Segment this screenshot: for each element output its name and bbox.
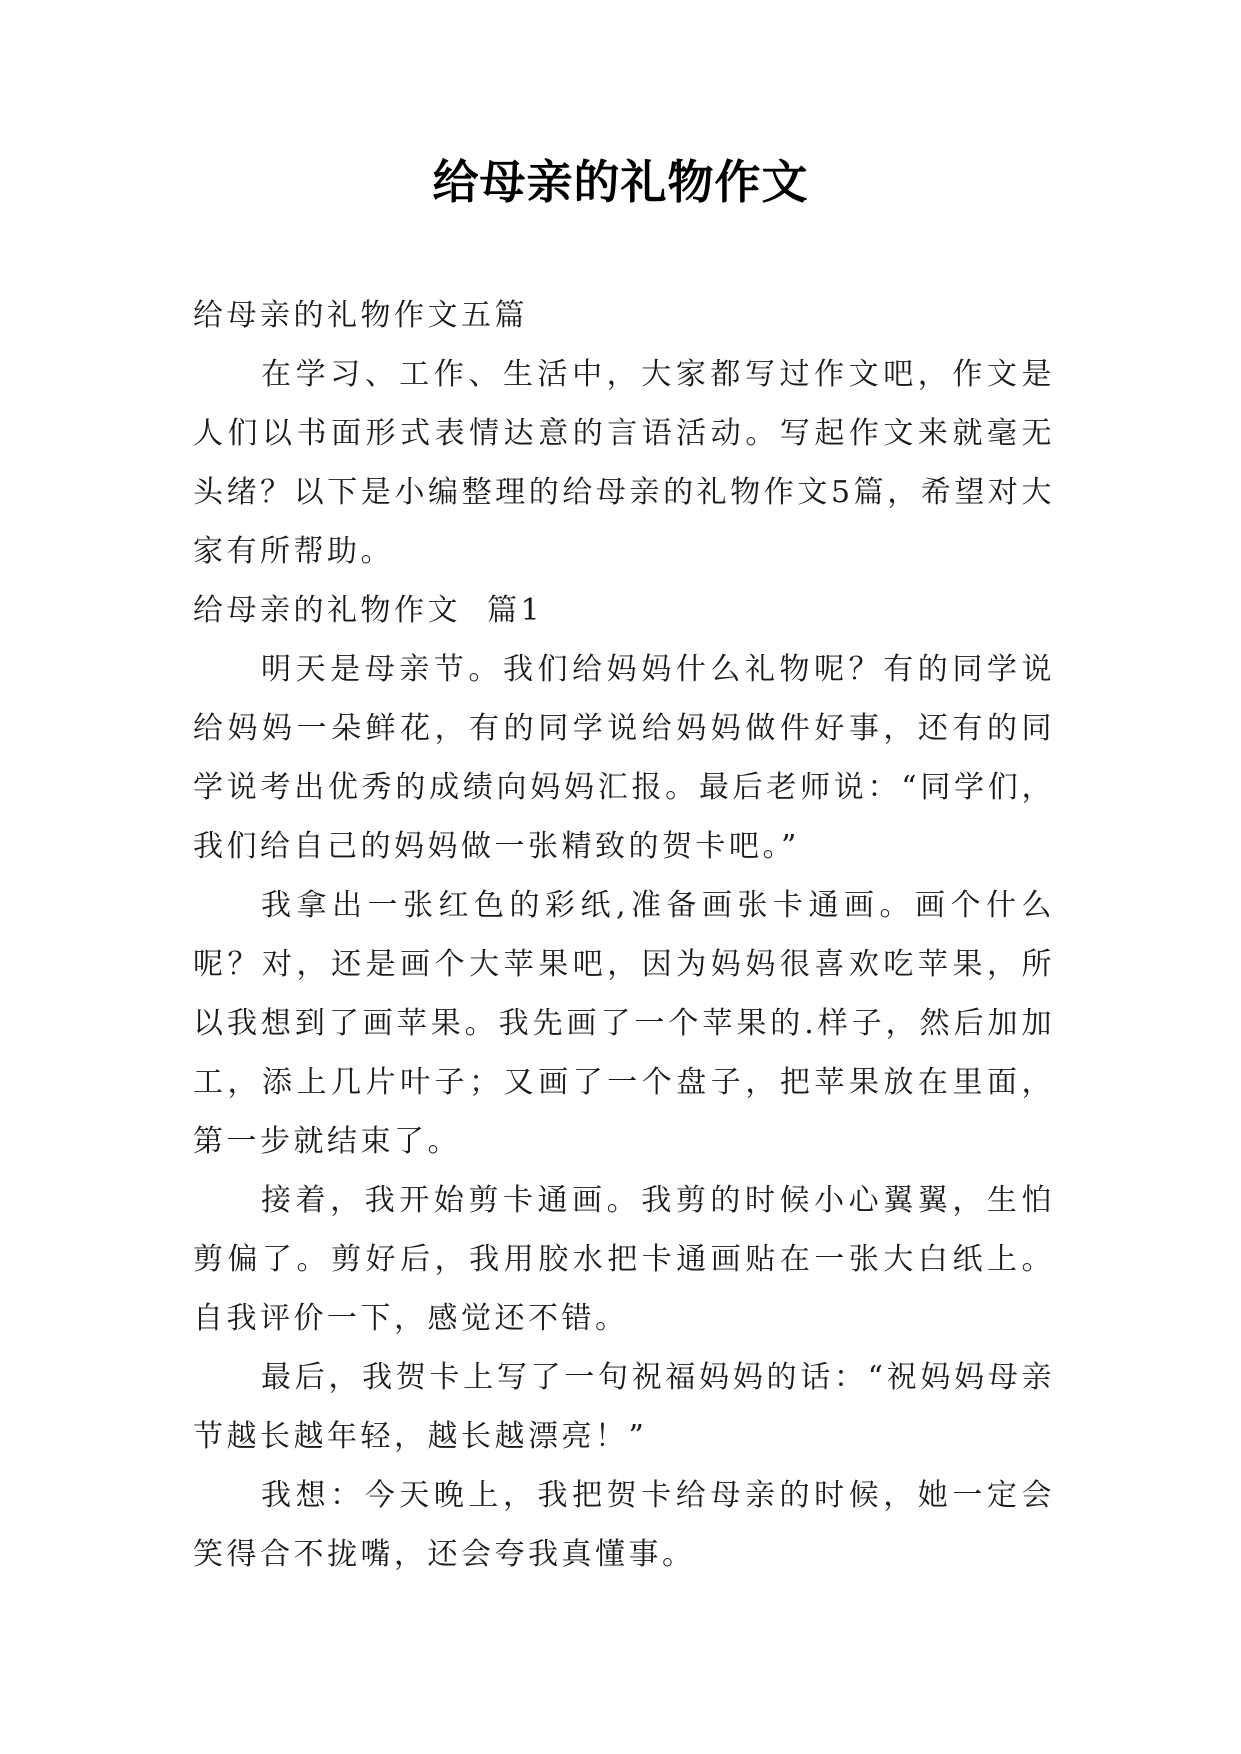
section-heading: 给母亲的礼物作文 篇1 <box>193 593 544 628</box>
paragraph-2: 我拿出一张红色的彩纸,准备画张卡通画。画个什么呢？对，还是画个大苹果吧，因为妈妈很喜欢吃苹果，所以我想到了画苹果。我先画了一个苹果的.样子，然后加加工，添上几片叶子；又画了一个盘子，把苹果放在里面，第一步就结束了。 <box>193 888 1055 1159</box>
paragraph-3: 接着，我开始剪卡通画。我剪的时候小心翼翼，生怕剪偏了。剪好后，我用胶水把卡通画贴在一张大白纸上。自我评价一下，感觉还不错。 <box>193 1183 1055 1336</box>
page-title: 给母亲的礼物作文 <box>432 155 809 209</box>
paragraph-4: 最后，我贺卡上写了一句祝福妈妈的话：“祝妈妈母亲节越长越年轻，越长越漂亮！” <box>193 1360 1055 1454</box>
subtitle: 给母亲的礼物作文五篇 <box>193 298 528 333</box>
paragraph-5: 我想：今天晚上，我把贺卡给母亲的时候，她一定会笑得合不拢嘴，还会夸我真懂事。 <box>193 1478 1055 1572</box>
document-body <box>193 286 1055 1584</box>
paragraph-1: 明天是母亲节。我们给妈妈什么礼物呢？有的同学说给妈妈一朵鲜花，有的同学说给妈妈做件好事，还有的同学说考出优秀的成绩向妈妈汇报。最后老师说：“同学们，我们给自己的妈妈做一张精致的贺卡吧。” <box>193 652 1055 864</box>
intro-paragraph: 在学习、工作、生活中，大家都写过作文吧，作文是人们以书面形式表情达意的言语活动。写起作文来就毫无头绪？以下是小编整理的给母亲的礼物作文5篇，希望对大家有所帮助。 <box>193 357 1055 569</box>
